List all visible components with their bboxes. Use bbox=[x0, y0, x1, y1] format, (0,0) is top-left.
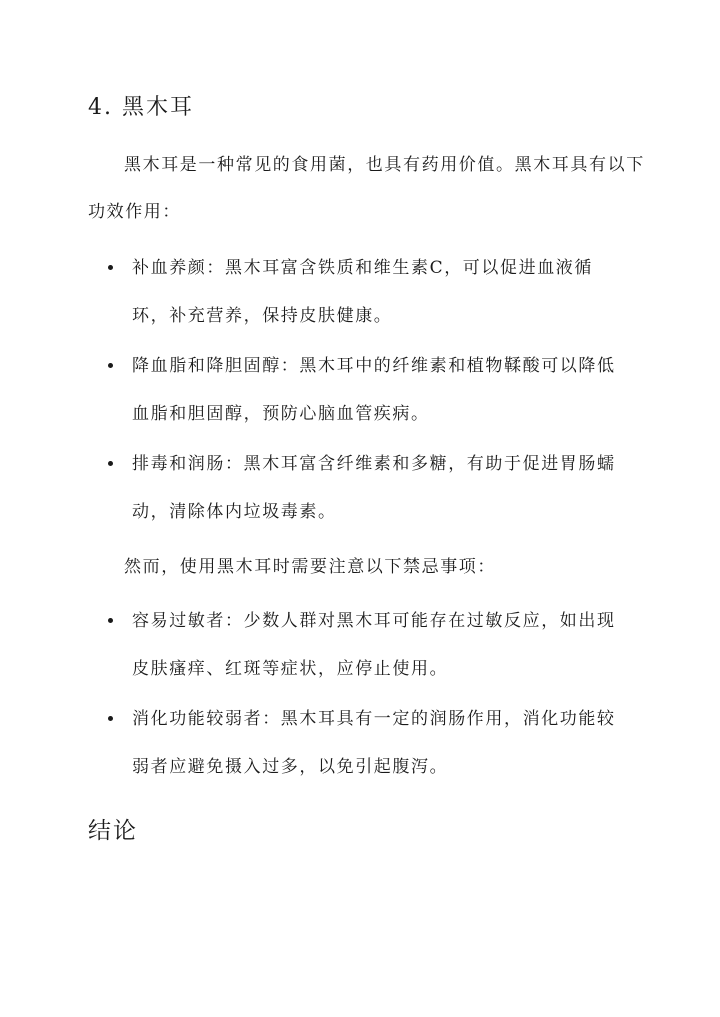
intro-paragraph bbox=[88, 142, 648, 236]
bullet-icon bbox=[108, 618, 113, 623]
list-item bbox=[108, 440, 628, 536]
however-paragraph: 然而，使用黑木耳时需要注意以下禁忌事项： bbox=[124, 557, 496, 577]
list-item-text: 排毒和润肠：黑木耳富含纤维素和多糖，有助于促进胃肠蠕动，清除体内垃圾毒素。 bbox=[132, 454, 616, 522]
bullet-icon bbox=[108, 363, 113, 368]
intro-text: 黑木耳是一种常见的食用菌，也具有药用价值。黑木耳具有以下功效作用： bbox=[88, 155, 645, 222]
conclusion-heading: 结论 bbox=[88, 818, 138, 844]
list-item bbox=[108, 244, 628, 340]
bullet-icon bbox=[108, 461, 113, 466]
list-item bbox=[108, 597, 628, 693]
bullet-icon bbox=[108, 716, 113, 721]
list-item-text: 补血养颜：黑木耳富含铁质和维生素C，可以促进血液循环，补充营养，保持皮肤健康。 bbox=[132, 258, 594, 326]
list-item-text: 降血脂和降胆固醇：黑木耳中的纤维素和植物鞣酸可以降低血脂和胆固醇，预防心脑血管疾病。 bbox=[132, 356, 616, 424]
bullet-icon bbox=[108, 265, 113, 270]
section-heading: 4. 黑木耳 bbox=[88, 95, 194, 120]
list-item bbox=[108, 342, 628, 438]
list-item-text: 消化功能较弱者：黑木耳具有一定的润肠作用，消化功能较弱者应避免摄入过多，以免引起腹泻。 bbox=[132, 709, 616, 777]
list-item bbox=[108, 695, 628, 791]
list-item-text: 容易过敏者：少数人群对黑木耳可能存在过敏反应，如出现皮肤瘙痒、红斑等症状，应停止使用。 bbox=[132, 611, 616, 679]
